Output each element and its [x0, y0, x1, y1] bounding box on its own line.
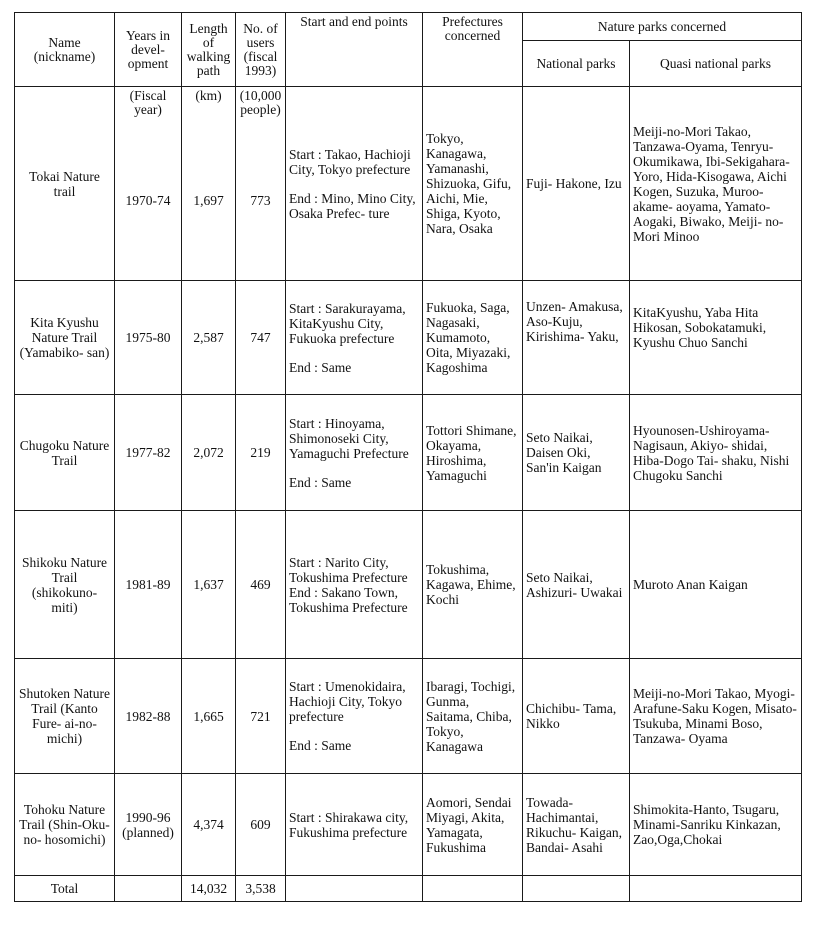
table-row [15, 774, 802, 876]
years-value: 1970-74 [115, 121, 182, 281]
trail-name: Shutoken Nature Trail (Kanto Fure- ai-no-michi) [15, 659, 115, 774]
header-nature-parks: Nature parks concerned [523, 13, 802, 41]
header-years: Years in devel- opment [115, 13, 182, 87]
trail-name: Chugoku Nature Trail [15, 395, 115, 511]
prefectures: Fukuoka, Saga, Nagasaki, Kumamoto, Oita, Miyazaki, Kagoshima [423, 281, 523, 395]
header-row [15, 13, 802, 41]
length-value: 1,665 [182, 659, 236, 774]
prefectures: Ibaragi, Tochigi, Gunma, Saitama, Chiba, Tokyo, Kanagawa [423, 659, 523, 774]
national-parks: Seto Naikai, Ashizuri- Uwakai [523, 511, 630, 659]
users-value: 721 [236, 659, 286, 774]
users-value: 747 [236, 281, 286, 395]
users-value: 609 [236, 774, 286, 876]
header-national-parks: National parks [523, 41, 630, 87]
start-point: Start : Hinoyama, Shimonoseki City, Yamaguchi Prefecture [289, 415, 409, 461]
total-length: 14,032 [182, 876, 236, 902]
end-point: End : Same [289, 738, 352, 753]
table-row [15, 281, 802, 395]
total-points-empty [286, 876, 423, 902]
prefectures: Tottori Shimane, Okayama, Hiroshima, Yamaguchi [423, 395, 523, 511]
national-parks: Chichibu- Tama, Nikko [523, 659, 630, 774]
quasi-national-parks: KitaKyushu, Yaba Hita Hikosan, Sobokatamuki, Kyushu Chuo Sanchi [630, 281, 802, 395]
unit-length: (km) [182, 87, 236, 121]
national-parks: Seto Naikai, Daisen Oki, San'in Kaigan [523, 395, 630, 511]
length-value: 4,374 [182, 774, 236, 876]
length-value: 1,637 [182, 511, 236, 659]
prefectures: Tokushima, Kagawa, Ehime, Kochi [423, 511, 523, 659]
users-value: 469 [236, 511, 286, 659]
start-point: Start : Shirakawa city, Fukushima prefecture [289, 809, 409, 840]
start-end-points [286, 281, 423, 395]
trail-name: Tohoku Nature Trail (Shin-Oku-no- hosomichi) [15, 774, 115, 876]
start-point: Start : Takao, Hachioji City, Tokyo prefecture [289, 146, 411, 177]
length-value: 2,072 [182, 395, 236, 511]
header-prefectures: Prefectures concerned [423, 13, 523, 87]
start-point: Start : Sarakurayama, KitaKyushu City, Fukuoka prefecture [289, 300, 406, 346]
header-length: Length of walking path [182, 13, 236, 87]
units-row [15, 87, 802, 121]
header-users: No. of users (fiscal 1993) [236, 13, 286, 87]
start-end-points [286, 511, 423, 659]
quasi-national-parks: Hyounosen-Ushiroyama- Nagisaun, Akiyo- shidai, Hiba-Dogo Tai- shaku, Nishi Chugoku Sanchi [630, 395, 802, 511]
total-row [15, 876, 802, 902]
users-value: 219 [236, 395, 286, 511]
start-point: Start : Umenokidaira, Hachioji City, Tokyo prefecture [289, 679, 406, 724]
quasi-national-parks: Meiji-no-Mori Takao, Myogi-Arafune-Saku Kogen, Misato-Tsukuba, Minami Boso, Tanzawa- Oyama [630, 659, 802, 774]
trail-name: Kita Kyushu Nature Trail (Yamabiko- san) [15, 281, 115, 395]
start-end-points [286, 774, 423, 876]
total-national-empty [523, 876, 630, 902]
years-value: 1982-88 [115, 659, 182, 774]
length-value: 2,587 [182, 281, 236, 395]
header-quasi-parks: Quasi national parks [630, 41, 802, 87]
total-users: 3,538 [236, 876, 286, 902]
prefectures: Tokyo, Kanagawa, Yamanashi, Shizuoka, Gifu, Aichi, Mie, Shiga, Kyoto, Nara, Osaka [423, 87, 523, 281]
total-quasi-empty [630, 876, 802, 902]
years-value: 1975-80 [115, 281, 182, 395]
start-point: Start : Narito City, Tokushima Prefecture [289, 554, 408, 585]
table-row [15, 395, 802, 511]
national-parks: Unzen- Amakusa, Aso-Kuju, Kirishima- Yaku, [523, 281, 630, 395]
header-points: Start and end points [286, 13, 423, 87]
end-point: End : Mino, Mino City, Osaka Prefec- ture [289, 190, 416, 221]
unit-years: (Fiscal year) [115, 87, 182, 121]
header-name: Name (nickname) [15, 13, 115, 87]
total-label: Total [15, 876, 115, 902]
unit-users: (10,000 people) [236, 87, 286, 121]
total-years-empty [115, 876, 182, 902]
table-row [15, 511, 802, 659]
end-point: End : Same [289, 359, 352, 375]
quasi-national-parks: Shimokita-Hanto, Tsugaru, Minami-Sanriku Kinkazan, Zao,Oga,Chokai [630, 774, 802, 876]
years-value: 1981-89 [115, 511, 182, 659]
end-point: End : Sakano Town, Tokushima Prefecture [289, 584, 408, 615]
start-end-points [286, 87, 423, 281]
years-value: 1990-96 (planned) [115, 774, 182, 876]
table-row [15, 659, 802, 774]
years-value: 1977-82 [115, 395, 182, 511]
prefectures: Aomori, Sendai Miyagi, Akita, Yamagata, Fukushima [423, 774, 523, 876]
national-parks: Fuji- Hakone, Izu [523, 87, 630, 281]
length-value: 1,697 [182, 121, 236, 281]
nature-trails-table [14, 12, 802, 902]
quasi-national-parks: Meiji-no-Mori Takao, Tanzawa-Oyama, Tenryu-Okumikawa, Ibi-Sekigahara-Yoro, Hida-Kisogawa, Aichi Kogen, Suzuka, Muroo-akame- aoyama, Yamato- Aogaki, Biwako, Meiji- no-Mori Minoo [630, 87, 802, 281]
national-parks: Towada- Hachimantai, Rikuchu- Kaigan, Bandai- Asahi [523, 774, 630, 876]
start-end-points [286, 659, 423, 774]
total-prefectures-empty [423, 876, 523, 902]
trail-name: Tokai Nature trail [15, 87, 115, 281]
quasi-national-parks: Muroto Anan Kaigan [630, 511, 802, 659]
users-value: 773 [236, 121, 286, 281]
table-container [14, 12, 802, 902]
end-point: End : Same [289, 474, 352, 490]
start-end-points [286, 395, 423, 511]
trail-name: Shikoku Nature Trail (shikokuno- miti) [15, 511, 115, 659]
